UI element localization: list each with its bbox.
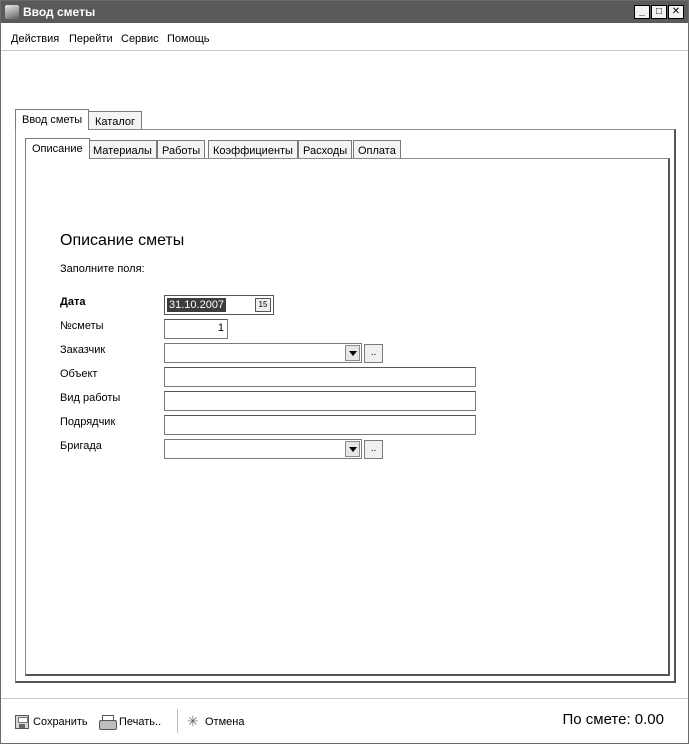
contractor-field[interactable]	[164, 415, 476, 435]
object-label: Объект	[60, 368, 98, 380]
app-logo-icon	[5, 5, 19, 19]
minimize-button[interactable]: _	[634, 5, 650, 19]
description-panel	[25, 158, 670, 676]
menu-service[interactable]: Сервис	[121, 33, 159, 45]
maximize-button[interactable]: □	[651, 5, 667, 19]
print-label: Печать..	[119, 716, 162, 728]
window-title: Ввод сметы	[23, 5, 96, 19]
date-label: Дата	[60, 296, 86, 308]
tab-catalog[interactable]: Каталог	[88, 111, 142, 130]
tab-coefficients[interactable]: Коэффициенты	[208, 140, 298, 159]
bottom-toolbar	[1, 698, 688, 744]
brigade-label: Бригада	[60, 440, 102, 452]
estimate-entry-panel	[15, 129, 676, 683]
estimate-total: По смете: 0.00	[562, 711, 664, 728]
estimate-number-field[interactable]: 1	[164, 319, 228, 339]
chevron-down-icon[interactable]	[345, 441, 360, 457]
date-field[interactable]	[164, 295, 274, 315]
save-label: Сохранить	[33, 716, 88, 728]
cancel-button[interactable]	[187, 713, 244, 731]
tab-expenses[interactable]: Расходы	[298, 140, 352, 159]
cancel-icon	[187, 715, 201, 729]
menu-help[interactable]: Помощь	[167, 33, 210, 45]
tab-estimate-entry[interactable]: Ввод сметы	[15, 109, 89, 130]
estimate-number-label: №сметы	[60, 320, 104, 332]
cancel-label: Отмена	[205, 716, 245, 728]
brigade-select[interactable]	[164, 439, 362, 459]
save-button[interactable]	[15, 713, 88, 731]
toolbar-separator	[177, 709, 178, 733]
menu-bar	[1, 29, 688, 51]
menu-actions[interactable]: Действия	[11, 33, 60, 45]
print-button[interactable]	[99, 713, 161, 731]
printer-icon	[99, 715, 115, 729]
chevron-down-icon[interactable]	[345, 345, 360, 361]
customer-browse-button[interactable]: ..	[364, 344, 383, 363]
date-value: 31.10.2007	[169, 299, 225, 311]
menu-navigate[interactable]: Перейти	[69, 33, 113, 45]
floppy-disk-icon	[15, 715, 29, 729]
work-type-field[interactable]	[164, 391, 476, 411]
title-bar	[1, 1, 688, 23]
calendar-icon[interactable]: 15	[255, 298, 271, 312]
work-type-label: Вид работы	[60, 392, 121, 404]
section-title: Описание сметы	[60, 232, 185, 249]
contractor-label: Подрядчик	[60, 416, 116, 428]
object-field[interactable]	[164, 367, 476, 387]
tab-materials[interactable]: Материалы	[88, 140, 157, 159]
tab-description[interactable]: Описание	[25, 138, 90, 159]
close-button[interactable]: ✕	[668, 5, 684, 19]
brigade-browse-button[interactable]: ..	[364, 440, 383, 459]
tab-payment[interactable]: Оплата	[353, 140, 401, 159]
tab-works[interactable]: Работы	[157, 140, 205, 159]
section-hint: Заполните поля:	[60, 263, 145, 275]
customer-label: Заказчик	[60, 344, 106, 356]
customer-select[interactable]	[164, 343, 362, 363]
